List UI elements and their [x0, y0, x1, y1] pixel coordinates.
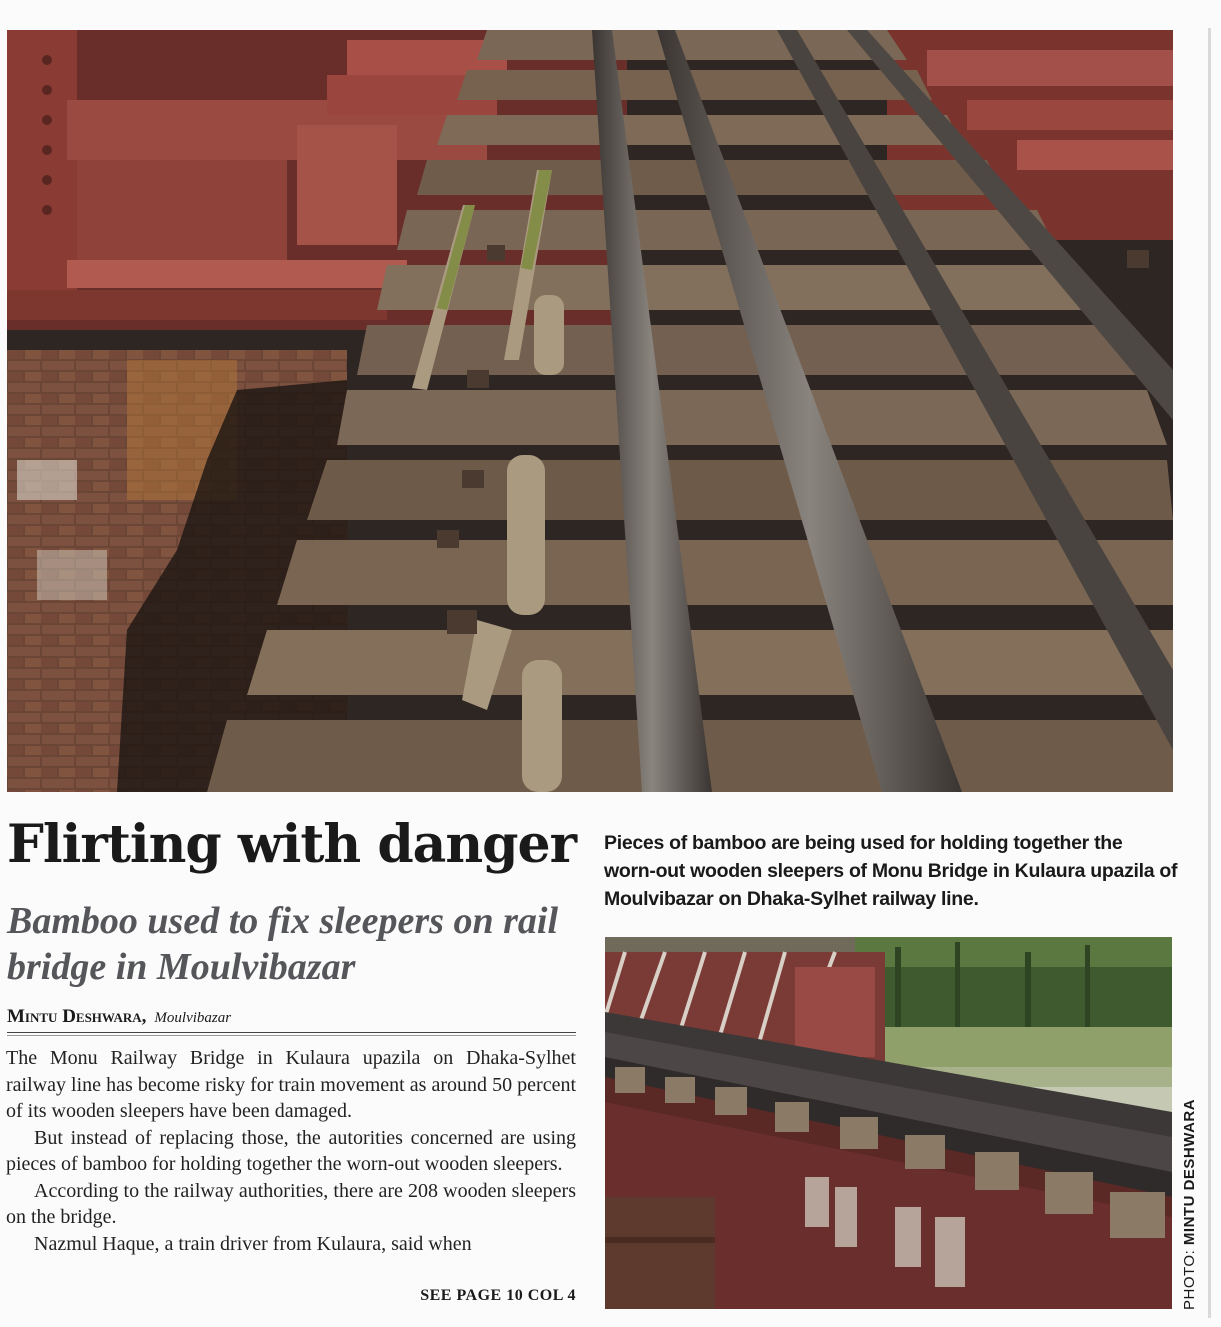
main-photo-railway-track: [7, 30, 1173, 792]
column-rule: [1208, 28, 1211, 1318]
photo-caption: Pieces of bamboo are being used for holding together the worn-out wooden sleepers of Monu Bridge in Kulaura upazila of Moulvibazar on Dhaka-Sylhet railway line.: [604, 832, 1178, 910]
headline: Flirting with danger: [7, 814, 577, 875]
photo-credit: [1177, 1070, 1203, 1310]
article-paragraph: The Monu Railway Bridge in Kulaura upazila on Dhaka-Sylhet railway line has become risky for train movement as around 50 percent of its wooden sleepers have been damaged.: [6, 1047, 576, 1122]
photo-credit-prefix: PHOTO:: [1181, 1249, 1198, 1310]
secondary-photo-bridge: [605, 937, 1172, 1309]
byline: [7, 1006, 587, 1028]
article-body: [6, 1045, 576, 1257]
photo-credit-name: MINTU DESHWARA: [1181, 1098, 1198, 1246]
byline-divider: [7, 1032, 576, 1033]
article-paragraph: According to the railway authorities, there are 208 wooden sleepers on the bridge.: [6, 1179, 576, 1228]
byline-location: Moulvibazar: [154, 1010, 232, 1026]
jump-line: SEE PAGE 10 COL 4: [420, 1287, 576, 1304]
byline-author: Mintu Deshwara,: [7, 1006, 147, 1027]
railway-bridge-track-image: [7, 30, 1173, 792]
monu-bridge-side-image: [605, 937, 1172, 1309]
byline-divider-secondary: [7, 1035, 576, 1036]
article-paragraph: Nazmul Haque, a train driver from Kulaura, said when: [34, 1232, 472, 1255]
subheadline: Bamboo used to fix sleepers on rail bridge in Moulvibazar: [7, 900, 559, 988]
article-paragraph: But instead of replacing those, the autorities concerned are using pieces of bamboo for holding together the worn-out wooden sleepers.: [6, 1126, 576, 1175]
